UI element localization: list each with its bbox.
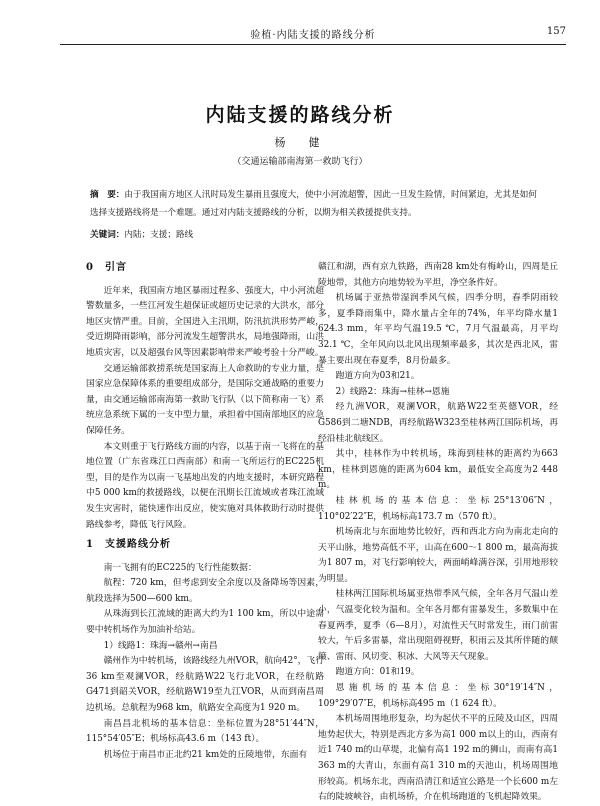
abstract-label: 摘 要：	[90, 190, 125, 200]
keywords-label: 关键词：	[90, 230, 125, 240]
body-paragraph: 其中，桂林作为中转机场，珠海到桂林的距离约为663 km，桂林到恩施的距离为604 km，最低安全高度为2 448 m。	[318, 449, 558, 491]
keywords-text: 内陆；支援；路线	[124, 230, 194, 240]
section-heading: 1 支援路线分析	[86, 539, 171, 551]
body-paragraph: 1）线路1：珠海→赣州→南昌	[103, 640, 218, 651]
page-number: 157	[546, 26, 566, 37]
body-paragraph: 南昌昌北机场的基本信息：坐标位置为28°51′44″N，115°54′05″E；机场标高43.6 m（143 ft）。	[86, 718, 324, 745]
body-paragraph: 恩施机场的基本信息：坐标30°19′14″N，109°29′07″E，机场标高495 m（1 624 ft）。	[318, 683, 558, 709]
body-paragraph: 南一飞拥有的EC225的飞行性能数据：	[103, 562, 257, 573]
body-paragraph: 机场属于亚热带湿润季风气候，四季分明，春季阴雨较多，夏季降雨集中，降水量占全年的74%，年平均降水量1 624.3 mm，年平均气温19.5 ℃，7月气温最高，月平均32.1 ℃，全年风向以北风出现频率最多，其次是西北风，雷暴主要出现在春夏季，8月份最多。	[318, 293, 558, 366]
body-paragraph: 桂林两江国际机场属亚热带季风气候，全年各月气温山差小，气温变化较为温和。全年各月都有雷暴发生，多数集中在春夏两季，夏季（6—8月），对流性天气时常发生，雨门前雷较大，午后多雷暴，常出现阻碍视野，积雨云及其所伴随的颠簸、雷雨、风切变、积冰、大风等天气现象。	[318, 589, 558, 662]
body-paragraph: 赣州作为中转机场，该路线经九州VOR，航向42°，飞行36 km至观澜VOR，经航路W22飞行北VOR，在经航路G471到韶关VOR，经航路W19至九江VOR，从而到南昌周边机场。总航程为968 km，航路安全高度为1 920 m。	[86, 656, 324, 714]
article-title: 内陆支援的路线分析	[205, 104, 395, 126]
body-paragraph: 从珠海到长江流域的距离大约为1 100 km，所以中途需要中转机场作为加油补给站。	[86, 609, 324, 636]
body-paragraph: 赣江和湖，西有京九铁路，西南28 km处有梅岭山，四周是丘陵地带，其他方向地势较为平坦，净空条件好。	[318, 262, 558, 288]
body-paragraph: 机场南北与东面地势比较好，西和西北方向为南北走向的天平山脉，地势高低不平，山高在600～1 800 m，最高海拔为1 807 m，对飞行影响较大，两面峭峰满谷深，引用地形较为明显。	[318, 527, 558, 584]
right-column	[318, 260, 558, 806]
article-author: 杨 健	[274, 136, 326, 149]
body-paragraph: 本机场周围地形复杂，均为起伏不平的丘陵及山区，四周地势起伏大，特别是西北方多为高1 000 m以上的山，西南有近1 740 m的山草堤，北偏有高1 192 m的狮山，而南有高1 363 m的大青山，东面有高1 310 m的天池山，机场周围地形较高。机场东北，西南沿清江和适宜公路是一个长600 m左右的陡坡峡谷，由机场桥，介在机场跑道的飞机起降效果。	[318, 714, 558, 803]
body-paragraph: 跑道方向为03和21。	[335, 371, 420, 382]
body-paragraph: 本文则重于飞行路线方面的内容，以基于南一飞将在的基地位置（广东省珠江口西南部）和南一飞所运行的EC225机型，目的是作为以南一飞基地出发的内地支援时，本研究路程中5 000 km的救援路线，以便在汛期长江流域或者珠江流域发生灾害时，能快速作出反应，使实施对具体救助行动时提供路线参考，降低飞行风险。	[86, 441, 324, 530]
keywords	[90, 228, 538, 240]
body-paragraph: 2）线路2：珠海→桂林→恩施	[335, 386, 450, 397]
body-paragraph: 交通运输部救捞系统是国家海上人命救助的专业力量，是国家应急保障体系的重要组成部分，是国际交通战略的重要力量，由交通运输部南海第一救助飞行队（以下简称南一飞）系统应急系统下属的一支中型力量，承担着中国南部地区的应急保障任务。	[86, 363, 324, 436]
running-header	[60, 26, 566, 40]
body-paragraph: 航程：720 km，但考虑到安全余度以及备降场等因素，航段选择为500—600 km。	[86, 578, 324, 604]
abstract-text: 由于我国南方地区人汛时局发生暴雨且强度大，使中小河流超警，因此一旦发生险情，时间紧迫，尤其是如何选择支援路线将是一个难题。通过对内陆支援路线的分析，以期为相关救援提供支持。	[90, 190, 537, 218]
body-paragraph: 跑道方向：01和19。	[335, 667, 420, 678]
left-column	[86, 260, 324, 763]
abstract	[90, 186, 538, 222]
body-paragraph: 经九洲VOR，观澜VOR，航路W22至英德VOR，经G586到二塘NDB，再经航路W323至桂林两江国际机场，再经沿桂北航线区。	[318, 402, 558, 444]
header-rule	[60, 44, 566, 45]
article-affiliation: （交通运输部南海第一救助飞行）	[232, 157, 368, 167]
body-paragraph: 机场位于南昌市正北约21 km处的丘陵地带，东面有	[103, 749, 308, 760]
body-paragraph: 桂林机场的基本信息：坐标25°13′06″N，110°02′22″E，机场标高173.7 m（570 ft）。	[318, 495, 558, 522]
section-heading: 0 引言	[86, 262, 127, 273]
running-title: 验植·内陆支援的路线分析	[250, 30, 376, 41]
body-paragraph: 近年来，我国南方地区暴雨过程多、强度大，中小河流超警数量多，一些江河发生超保证或超历史记录的大洪水，部分地区灾情严重。目前，全国进入主汛期，防汛抗洪形势严峻，受近期降雨影响，部分河流发生超警洪水，局地强降雨，山洪地质灾害，以及超强台风等因素影响带来严峻考验十分严峻。	[86, 285, 324, 358]
